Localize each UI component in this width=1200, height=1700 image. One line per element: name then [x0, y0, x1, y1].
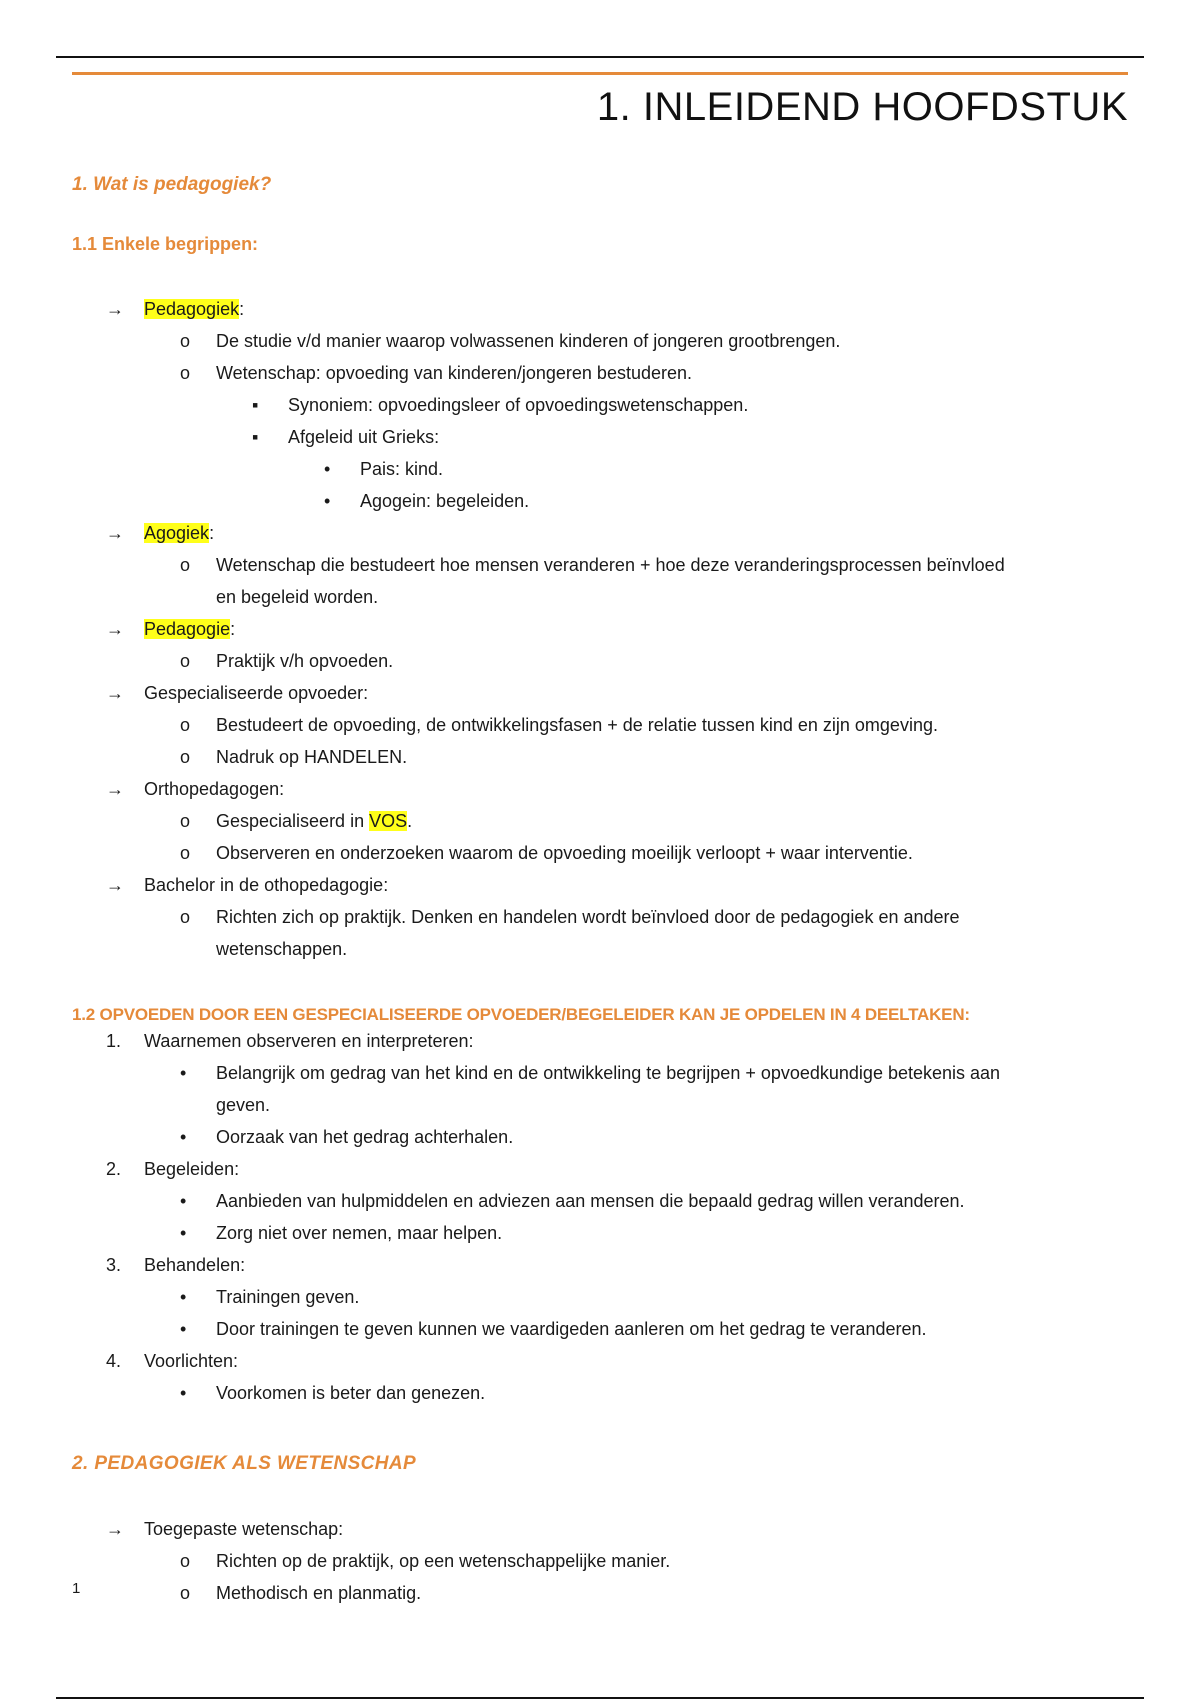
list-item: 3. Behandelen: [72, 1249, 1128, 1281]
document-page [72, 72, 1128, 1609]
page-number: 1 [72, 1580, 81, 1597]
list-number: 1. [106, 1031, 122, 1051]
list-item: o Richten op de praktijk, op een wetenschappelijke manier. [72, 1545, 1128, 1577]
highlighted-term: Pedagogiek [144, 299, 240, 319]
arrow-icon: → [106, 523, 124, 543]
page-bottom-rule [56, 1697, 1144, 1699]
list-item: → Pedagogie: [72, 613, 1128, 645]
square-bullet-icon: ▪ [252, 395, 259, 415]
list-item: 1. Waarnemen observeren en interpreteren: [72, 1025, 1128, 1057]
list-item: 4. Voorlichten: [72, 1345, 1128, 1377]
list-item: • Trainingen geven. [72, 1281, 1128, 1313]
dot-bullet-icon: • [180, 1127, 187, 1147]
square-bullet-icon: ▪ [252, 427, 259, 447]
definitions-list [72, 293, 1128, 965]
list-number: 4. [106, 1351, 122, 1371]
heading-pedagogiek-als-wetenschap: 2. PEDAGOGIEK ALS WETENSCHAP [72, 1453, 417, 1474]
list-number: 3. [106, 1255, 122, 1275]
list-item: • Pais: kind. [72, 453, 1128, 485]
list-item: o Nadruk op HANDELEN. [72, 741, 1128, 773]
circle-bullet-icon: o [180, 363, 191, 383]
circle-bullet-icon: o [180, 715, 191, 735]
highlighted-term: VOS [369, 811, 408, 831]
list-item: ▪ Synoniem: opvoedingsleer of opvoedingswetenschappen. [72, 389, 1128, 421]
circle-bullet-icon: o [180, 1551, 191, 1571]
dot-bullet-icon: • [180, 1287, 187, 1307]
circle-bullet-icon: o [180, 331, 191, 351]
arrow-icon: → [106, 779, 124, 799]
dot-bullet-icon: • [180, 1063, 187, 1083]
list-item: • Agogein: begeleiden. [72, 485, 1128, 517]
circle-bullet-icon: o [180, 1583, 191, 1603]
page-title: 1. INLEIDEND HOOFDSTUK [596, 85, 1128, 129]
list-item: o Methodisch en planmatig. [72, 1577, 1128, 1609]
arrow-icon: → [106, 299, 124, 319]
page-top-rule [56, 56, 1144, 58]
dot-bullet-icon: • [324, 459, 331, 479]
circle-bullet-icon: o [180, 651, 191, 671]
list-item: o Wetenschap die bestudeert hoe mensen veranderen + hoe deze veranderingsprocessen beïnvloed en begeleid worden. [72, 549, 1128, 613]
circle-bullet-icon: o [180, 747, 191, 767]
list-item: o Praktijk v/h opvoeden. [72, 645, 1128, 677]
circle-bullet-icon: o [180, 811, 191, 831]
arrow-icon: → [106, 619, 124, 639]
list-item: → Pedagogiek: [72, 293, 1128, 325]
list-item: → Orthopedagogen: [72, 773, 1128, 805]
list-item: o Gespecialiseerd in VOS. [72, 805, 1128, 837]
science-list [72, 1513, 1128, 1609]
list-item: 2. Begeleiden: [72, 1153, 1128, 1185]
heading-deeltaken: 1.2 OPVOEDEN DOOR EEN GESPECIALISEERDE OPVOEDER/BEGELEIDER KAN JE OPDELEN IN 4 DEELTAKEN: [72, 1005, 970, 1024]
list-item: o De studie v/d manier waarop volwassenen kinderen of jongeren grootbrengen. [72, 325, 1128, 357]
list-item: • Aanbieden van hulpmiddelen en adviezen aan mensen die bepaald gedrag willen veranderen. [72, 1185, 1128, 1217]
highlighted-term: Agogiek [144, 523, 210, 543]
dot-bullet-icon: • [180, 1223, 187, 1243]
list-item: • Voorkomen is beter dan genezen. [72, 1377, 1128, 1409]
arrow-icon: → [106, 1519, 124, 1539]
dot-bullet-icon: • [324, 491, 331, 511]
circle-bullet-icon: o [180, 907, 191, 927]
list-number: 2. [106, 1159, 122, 1179]
arrow-icon: → [106, 683, 124, 703]
list-item: ▪ Afgeleid uit Grieks: [72, 421, 1128, 453]
list-item: • Zorg niet over nemen, maar helpen. [72, 1217, 1128, 1249]
title-rule [72, 72, 1128, 75]
heading-enkele-begrippen: 1.1 Enkele begrippen: [72, 234, 259, 254]
dot-bullet-icon: • [180, 1383, 187, 1403]
list-item: o Observeren en onderzoeken waarom de opvoeding moeilijk verloopt + waar interventie. [72, 837, 1128, 869]
circle-bullet-icon: o [180, 843, 191, 863]
list-item: → Toegepaste wetenschap: [72, 1513, 1128, 1545]
list-item: o Wetenschap: opvoeding van kinderen/jongeren bestuderen. [72, 357, 1128, 389]
list-item: → Bachelor in de othopedagogie: [72, 869, 1128, 901]
heading-wat-is-pedagogiek: 1. Wat is pedagogiek? [72, 174, 272, 195]
list-item: • Belangrijk om gedrag van het kind en de ontwikkeling te begrijpen + opvoedkundige betekenis aan geven. [72, 1057, 1128, 1121]
list-item: o Bestudeert de opvoeding, de ontwikkelingsfasen + de relatie tussen kind en zijn omgeving. [72, 709, 1128, 741]
list-item: • Door trainingen te geven kunnen we vaardigeden aanleren om het gedrag te veranderen. [72, 1313, 1128, 1345]
circle-bullet-icon: o [180, 555, 191, 575]
list-item: → Agogiek: [72, 517, 1128, 549]
dot-bullet-icon: • [180, 1319, 187, 1339]
list-item: o Richten zich op praktijk. Denken en handelen wordt beïnvloed door de pedagogiek en andere wetenschappen. [72, 901, 1128, 965]
arrow-icon: → [106, 875, 124, 895]
dot-bullet-icon: • [180, 1191, 187, 1211]
list-item: → Gespecialiseerde opvoeder: [72, 677, 1128, 709]
list-item: • Oorzaak van het gedrag achterhalen. [72, 1121, 1128, 1153]
highlighted-term: Pedagogie [144, 619, 231, 639]
tasks-list [72, 1025, 1128, 1409]
